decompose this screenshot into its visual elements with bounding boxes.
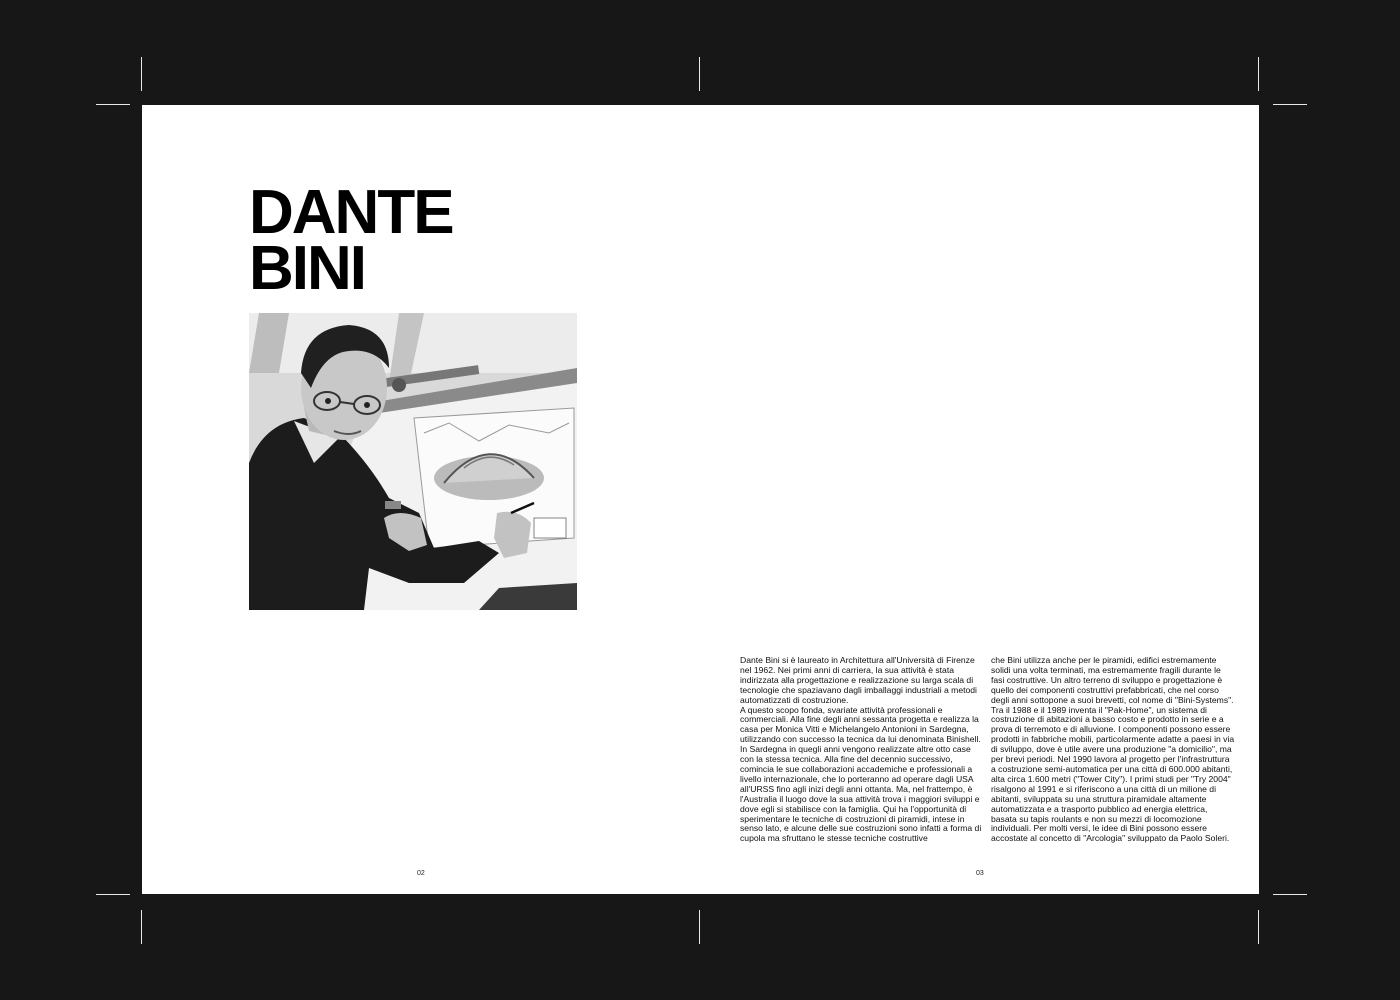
paragraph: In Sardegna in quegli anni vengono realizzate altre otto case con la stessa tecnica. Alla fine del decennio successivo, comincia le sue collaborazioni accademiche e professionali a livello internazionale, che lo porteranno ad operare dagli USA all'URSS fino agli inizi degli anni ottanta. Ma, nel frattempo, è l'Australia il luogo dove la sua attività trova i maggiori sviluppi e dove egli si stabilisce con la famiglia. Qui ha l'opportunità di sperimentare le tecniche di costruzioni di piramidi, intese in senso lato, e alcune delle sue costruzioni sono infatti a forma di cupola ma sfruttano le stesse tecniche costruttive <box>740 744 982 844</box>
crop-mark <box>141 910 142 944</box>
paragraph: A questo scopo fonda, svariate attività professionali e commerciali. Alla fine degli anni sessanta progetta e realizza la casa per Monica Vitti e Michelangelo Antonioni in Sardegna, utilizzando con successo la tecnica da lui denominata Binishell. <box>740 704 981 745</box>
page-title <box>249 178 453 303</box>
body-column-1 <box>740 656 984 844</box>
crop-mark <box>141 57 142 91</box>
paragraph: che Bini utilizza anche per le piramidi, edifici estremamente solidi una volta terminati, ma estremamente fragili durante le fasi costruttive. Un altro terreno di sviluppo e progettazione è quello dei componenti costruttivi prefabbricati, che nel corso degli anni sottopone a suoi brevetti, col nome di "Bini-Systems". Tra il 1988 e il 1989 inventa il "Pak-Home", un sistema di costruzione di abitazioni a basso costo e prodotto in serie e a prova di terremoto e di alluvione. I componenti possono essere prodotti in fabbriche mobili, particolarmente adatte a paesi in via di sviluppo, dove è utile avere una produzione "a domicilio", ma per brevi periodi. Nel 1990 lavora al progetto per l'infrastruttura a costruzione semi-automatica per una città di 600.000 abitanti, alta circa 1.600 metri ("Tower City"). I primi studi per "Try 2004" risalgono al 1991 e si riferiscono a una città di un milione di abitanti, sviluppata su una struttura piramidale altamente automatizzata e a trasporto pubblico ad energia elettrica, basata su tapis roulants e non su mezzi di locomozione individuali. Per molti versi, le idee di Bini possono essere accostate al concetto di "Arcologia" sviluppato da Paolo Soleri. <box>991 655 1235 844</box>
title-line-2: BINI <box>249 234 365 303</box>
magazine-spread <box>142 105 1259 894</box>
page-number: 03 <box>976 870 984 877</box>
crop-mark <box>1258 910 1259 944</box>
right-page <box>700 105 1259 894</box>
crop-mark <box>699 910 700 944</box>
page-number: 02 <box>417 870 425 877</box>
crop-mark <box>1258 57 1259 91</box>
title-line-1: DANTE <box>249 178 453 247</box>
paragraph: Dante Bini si è laureato in Architettura all'Università di Firenze nel 1962. Nei primi anni di carriera, la sua attività è stata indirizzata alla progettazione e realizzazione su larga scala di tecnologie che spaziavano dagli imballaggi industriali a metodi automatizzati di costruzione. <box>740 655 977 705</box>
body-column-2 <box>991 656 1235 844</box>
crop-mark <box>1273 894 1307 895</box>
portrait-photo <box>249 313 577 610</box>
crop-mark <box>96 104 130 105</box>
left-page <box>142 105 700 894</box>
crop-mark <box>96 894 130 895</box>
crop-mark <box>699 57 700 91</box>
crop-mark <box>1273 104 1307 105</box>
